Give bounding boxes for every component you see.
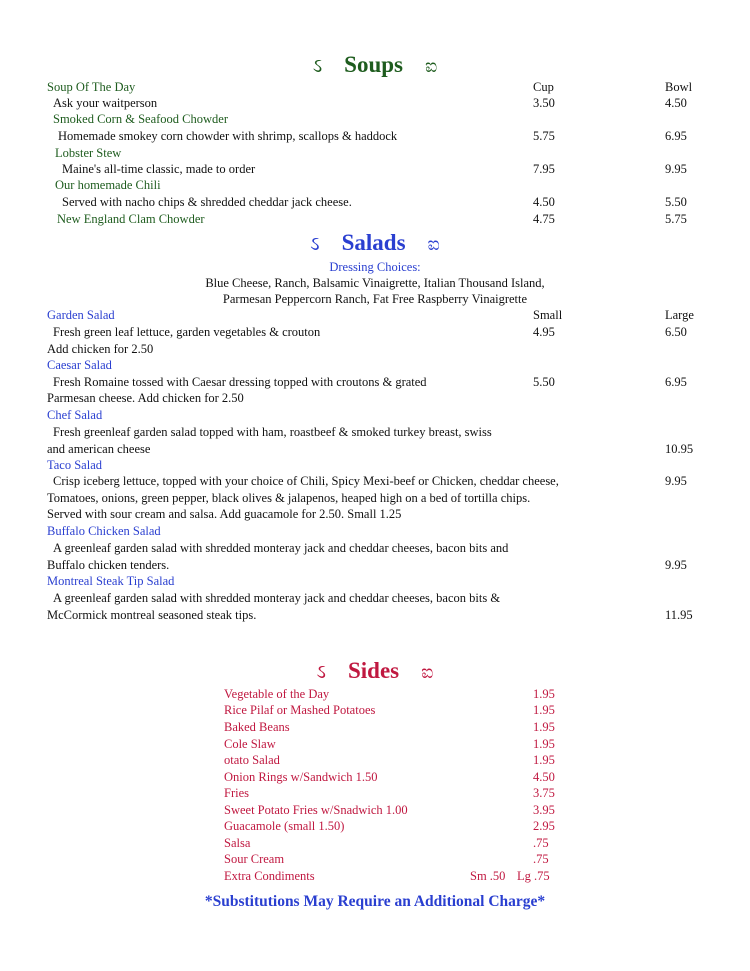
col-large-header: Large (665, 308, 694, 322)
soup-desc: Maine's all-time classic, made to order (62, 162, 256, 176)
soup-name: Lobster Stew (55, 146, 122, 160)
soup-name: Smoked Corn & Seafood Chowder (53, 112, 228, 126)
side-name: Extra Condiments (224, 869, 315, 883)
salads-heading (0, 228, 750, 260)
salad-small-price: 5.50 (533, 375, 555, 389)
soups-title: Soups (344, 52, 403, 77)
side-name: otato Salad (224, 753, 280, 767)
ornament-left-icon: ઽ (316, 662, 326, 683)
side-name: Sour Cream (224, 852, 285, 866)
ornament-left-icon: ઽ (310, 234, 320, 255)
salad-small-price: 4.95 (533, 325, 555, 339)
soup-cup-price: 4.50 (533, 195, 555, 209)
side-price: 1.95 (533, 687, 555, 701)
salad-name: Taco Salad (47, 458, 103, 472)
side-name: Guacamole (small 1.50) (224, 819, 345, 833)
salad-desc: Served with sour cream and salsa. Add guacamole for 2.50. Small 1.25 (47, 507, 402, 521)
salad-desc: Fresh Romaine tossed with Caesar dressing topped with croutons & grated (53, 375, 427, 389)
soup-bowl-price: 5.75 (665, 212, 687, 226)
side-name: Fries (224, 786, 249, 800)
ornament-right-icon: ಐ (427, 234, 440, 255)
salad-desc: A greenleaf garden salad with shredded monteray jack and cheddar cheeses, bacon bits & (53, 591, 501, 605)
side-name: Onion Rings w/Sandwich 1.50 (224, 770, 378, 784)
salad-desc: and american cheese (47, 442, 151, 456)
soup-cup-price: 7.95 (533, 162, 555, 176)
soup-bowl-price: 5.50 (665, 195, 687, 209)
ornament-right-icon: ಐ (424, 56, 438, 77)
salad-desc: Crisp iceberg lettuce, topped with your choice of Chili, Spicy Mexi-beef or Chicken, cheddar cheese, (53, 474, 559, 488)
soup-bowl-price: 9.95 (665, 162, 687, 176)
side-name: Cole Slaw (224, 737, 276, 751)
salad-large-price: 6.95 (665, 375, 687, 389)
dressing-line: Parmesan Peppercorn Ranch, Fat Free Raspberry Vinaigrette (222, 292, 528, 306)
soup-cup-price: 5.75 (533, 129, 555, 143)
salad-desc: Add chicken for 2.50 (47, 342, 154, 356)
salad-desc: Tomatoes, onions, green pepper, black olives & jalapenos, heaped high on a bed of tortilla chips. (47, 491, 531, 505)
col-small-header: Small (533, 308, 563, 322)
side-price: 1.95 (533, 720, 555, 734)
salad-name: Buffalo Chicken Salad (47, 524, 161, 538)
side-name: Baked Beans (224, 720, 290, 734)
salad-name: Chef Salad (47, 408, 103, 422)
side-price: 3.75 (533, 786, 555, 800)
soup-name: New England Clam Chowder (57, 212, 205, 226)
salad-large-price: 6.50 (665, 325, 687, 339)
salad-desc: Fresh green leaf lettuce, garden vegetables & crouton (53, 325, 321, 339)
ornament-left-icon: ઽ (312, 56, 323, 77)
soup-name: Our homemade Chili (55, 178, 161, 192)
salad-name: Montreal Steak Tip Salad (47, 574, 175, 588)
salad-large-price: 9.95 (665, 474, 687, 488)
dressing-line: Blue Cheese, Ranch, Balsamic Vinaigrette, Italian Thousand Island, (205, 276, 545, 290)
soup-bowl-price: 6.95 (665, 129, 687, 143)
soup-desc: Homemade smokey corn chowder with shrimp, scallops & haddock (58, 129, 398, 143)
col-cup-header: Cup (533, 80, 554, 94)
soup-desc: Ask your waitperson (53, 96, 158, 110)
salad-desc: Fresh greenleaf garden salad topped with ham, roastbeef & smoked turkey breast, swiss (53, 425, 492, 439)
side-price: 4.50 (533, 770, 555, 784)
salads-title: Salads (341, 230, 406, 255)
side-price: 1.95 (533, 703, 555, 717)
salad-name: Garden Salad (47, 308, 115, 322)
side-price: 3.95 (533, 803, 555, 817)
side-price: Lg .75 (517, 869, 550, 883)
sides-title: Sides (348, 658, 400, 683)
side-name: Rice Pilaf or Mashed Potatoes (224, 703, 376, 717)
soup-desc: Served with nacho chips & shredded cheddar jack cheese. (62, 195, 352, 209)
side-name: Vegetable of the Day (224, 687, 330, 701)
salad-desc: Buffalo chicken tenders. (47, 558, 170, 572)
side-price: 1.95 (533, 753, 555, 767)
side-price: .75 (533, 836, 549, 850)
soup-bowl-price: 4.50 (665, 96, 687, 110)
salad-name: Caesar Salad (47, 358, 112, 372)
soups-heading (0, 50, 750, 82)
side-price: .75 (533, 852, 549, 866)
side-price-small: Sm .50 (470, 869, 506, 883)
salad-desc: A greenleaf garden salad with shredded monteray jack and cheddar cheeses, bacon bits and (53, 541, 509, 555)
soup-cup-price: 3.50 (533, 96, 555, 110)
substitutions-note: *Substitutions May Require an Additional Charge* (204, 893, 546, 910)
side-name: Sweet Potato Fries w/Snadwich 1.00 (224, 803, 408, 817)
salad-desc: Parmesan cheese. Add chicken for 2.50 (47, 391, 244, 405)
side-price: 2.95 (533, 819, 555, 833)
ornament-right-icon: ಐ (421, 662, 434, 683)
dressing-heading: Dressing Choices: (329, 260, 421, 274)
salad-large-price: 11.95 (665, 608, 693, 622)
col-bowl-header: Bowl (665, 80, 693, 94)
soup-name: Soup Of The Day (47, 80, 136, 94)
salad-large-price: 9.95 (665, 558, 687, 572)
side-name: Salsa (224, 836, 251, 850)
sides-heading (0, 656, 750, 688)
side-price: 1.95 (533, 737, 555, 751)
salad-desc: McCormick montreal seasoned steak tips. (47, 608, 257, 622)
soup-cup-price: 4.75 (533, 212, 555, 226)
salad-large-price: 10.95 (665, 442, 694, 456)
